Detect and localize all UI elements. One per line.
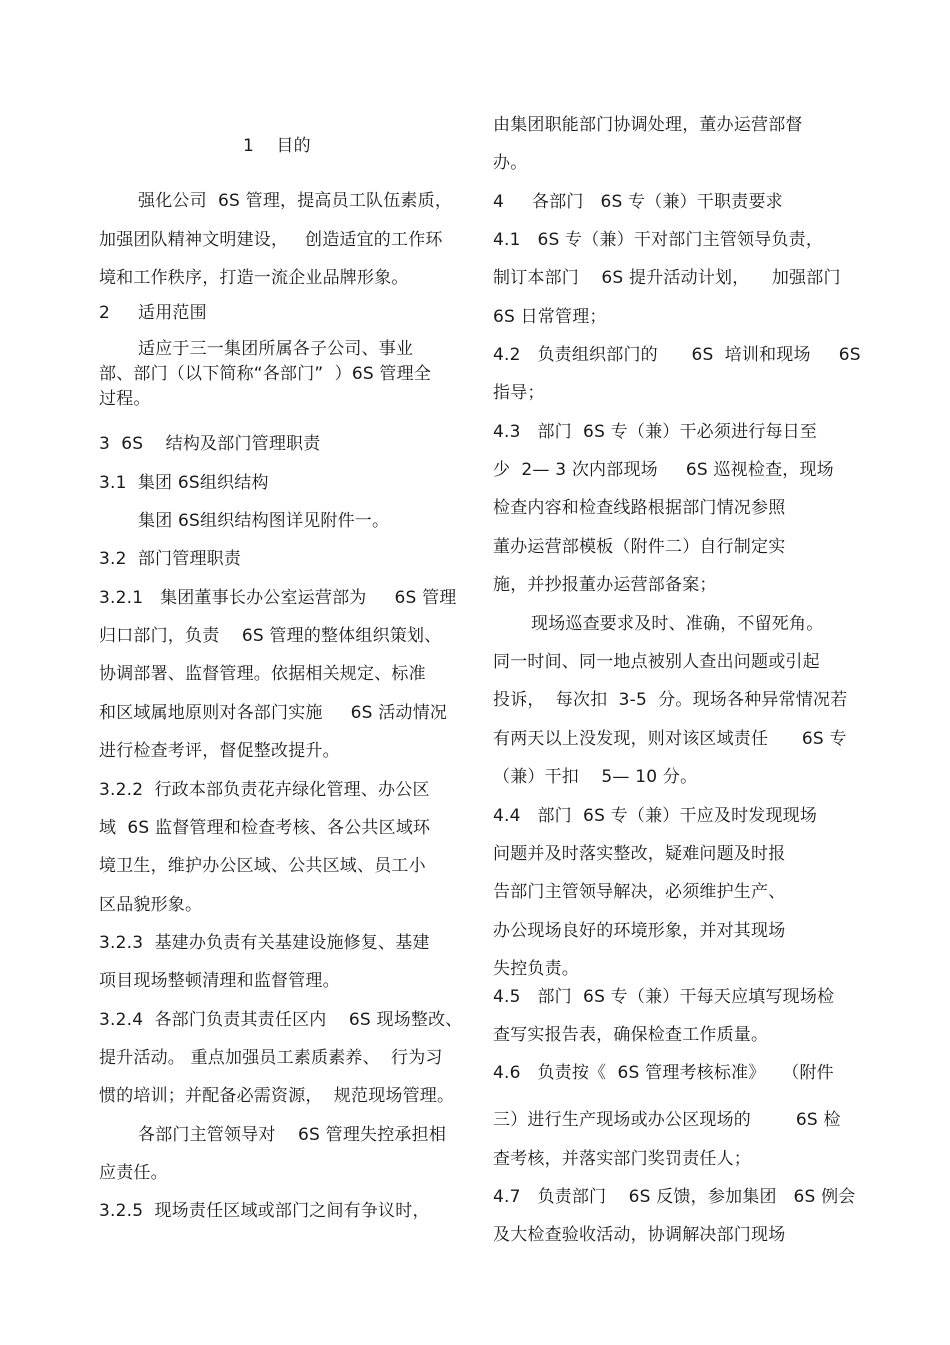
paragraph-line: 适应于三一集团所属各子公司、事业	[138, 339, 414, 359]
paragraph-line: 3.2.5 现场责任区域或部门之间有争议时，	[99, 1201, 430, 1221]
paragraph-line: （兼）干扣 5— 10 分。	[493, 767, 698, 787]
paragraph-line: 少 2— 3 次内部现场 6S 巡视检查，现场	[493, 460, 834, 480]
paragraph-line: 4.2 负责组织部门的 6S 培训和现场 6S	[493, 345, 861, 365]
paragraph-line: 应责任。	[99, 1163, 168, 1183]
paragraph-line: 问题并及时落实整改，疑难问题及时报	[493, 844, 786, 864]
paragraph-line: 惯的培训；并配备必需资源， 规范现场管理。	[99, 1086, 455, 1106]
paragraph-line: 检查内容和检查线路根据部门情况参照	[493, 498, 786, 518]
paragraph-line: 提升活动。 重点加强员工素质素养、 行为习	[99, 1048, 443, 1068]
paragraph-line: 同一时间、同一地点被别人查出问题或引起	[493, 652, 820, 672]
paragraph-line: 投诉， 每次扣 3-5 分。现场各种异常情况若	[493, 690, 848, 710]
subsection-heading: 3.1 集团 6S组织结构	[99, 473, 269, 493]
paragraph-line: 4.5 部门 6S 专（兼）干每天应填写现场检	[493, 987, 835, 1007]
paragraph-line: 强化公司 6S 管理，提高员工队伍素质，	[138, 191, 453, 211]
paragraph-line: 4.7 负责部门 6S 反馈，参加集团 6S 例会	[493, 1187, 856, 1207]
paragraph-line: 指导；	[493, 383, 545, 403]
paragraph-line: 现场巡查要求及时、准确，不留死角。	[531, 614, 824, 634]
section-heading-scope: 2 适用范围	[99, 303, 207, 323]
paragraph-line: 有两天以上没发现，则对该区域责任 6S 专	[493, 729, 847, 749]
paragraph-line: 4.1 6S 专（兼）干对部门主管领导负责，	[493, 230, 824, 250]
paragraph-line: 及大检查验收活动，协调解决部门现场	[493, 1225, 786, 1245]
section-heading-structure: 3 6S 结构及部门管理职责	[99, 434, 321, 454]
paragraph-line: 集团 6S组织结构图详见附件一。	[138, 511, 390, 531]
paragraph-line: 进行检查考评，督促整改提升。	[99, 741, 340, 761]
paragraph-line: 查考核，并落实部门奖罚责任人；	[493, 1149, 751, 1169]
paragraph-line: 加强团队精神文明建设， 创造适宜的工作环	[99, 230, 443, 250]
subsection-heading: 3.2 部门管理职责	[99, 549, 242, 569]
paragraph-line: 告部门主管领导解决，必须维护生产、	[493, 882, 786, 902]
paragraph-line: 过程。	[99, 389, 151, 409]
paragraph-line: 境和工作秩序，打造一流企业品牌形象。	[99, 268, 409, 288]
paragraph-line: 各部门主管领导对 6S 管理失控承担相	[138, 1125, 447, 1145]
paragraph-line: 协调部署、监督管理。依据相关规定、标准	[99, 664, 426, 684]
paragraph-line: 查写实报告表，确保检查工作质量。	[493, 1025, 769, 1045]
paragraph-line: 施，并抄报董办运营部备案；	[493, 575, 717, 595]
paragraph-line: 失控负责。	[493, 959, 579, 979]
paragraph-line: 董办运营部模板（附件二）自行制定实	[493, 537, 786, 557]
section-heading-purpose: 1 目的	[243, 136, 311, 156]
paragraph-line: 制订本部门 6S 提升活动计划， 加强部门	[493, 268, 841, 288]
paragraph-line: 区品貌形象。	[99, 895, 203, 915]
paragraph-line: 4.3 部门 6S 专（兼）干必须进行每日至	[493, 422, 818, 442]
paragraph-line: 6S 日常管理；	[493, 307, 607, 327]
paragraph-line: 和区域属地原则对各部门实施 6S 活动情况	[99, 703, 448, 723]
paragraph-line: 4.6 负责按《 6S 管理考核标准》 （附件	[493, 1063, 834, 1083]
paragraph-line: 部、部门（以下简称“各部门” ）6S 管理全	[99, 364, 432, 384]
paragraph-line: 3.2.1 集团董事长办公室运营部为 6S 管理	[99, 588, 457, 608]
paragraph-line: 4.4 部门 6S 专（兼）干应及时发现现场	[493, 806, 818, 826]
paragraph-line: 由集团职能部门协调处理，董办运营部督	[493, 115, 803, 135]
paragraph-line: 项目现场整顿清理和监督管理。	[99, 971, 340, 991]
paragraph-line: 3.2.4 各部门负责其责任区内 6S 现场整改、	[99, 1010, 463, 1030]
paragraph-line: 境卫生，维护办公区域、公共区域、员工小	[99, 856, 426, 876]
paragraph-line: 办。	[493, 153, 528, 173]
paragraph-line: 办公现场良好的环境形象，并对其现场	[493, 921, 786, 941]
paragraph-line: 3.2.2 行政本部负责花卉绿化管理、办公区	[99, 780, 430, 800]
paragraph-line: 域 6S 监督管理和检查考核、各公共区域环	[99, 818, 431, 838]
section-heading-duties: 4 各部门 6S 专（兼）干职责要求	[493, 192, 783, 212]
paragraph-line: 三）进行生产现场或办公区现场的 6S 检	[493, 1110, 841, 1130]
paragraph-line: 归口部门，负责 6S 管理的整体组织策划、	[99, 626, 442, 646]
paragraph-line: 3.2.3 基建办负责有关基建设施修复、基建	[99, 933, 430, 953]
